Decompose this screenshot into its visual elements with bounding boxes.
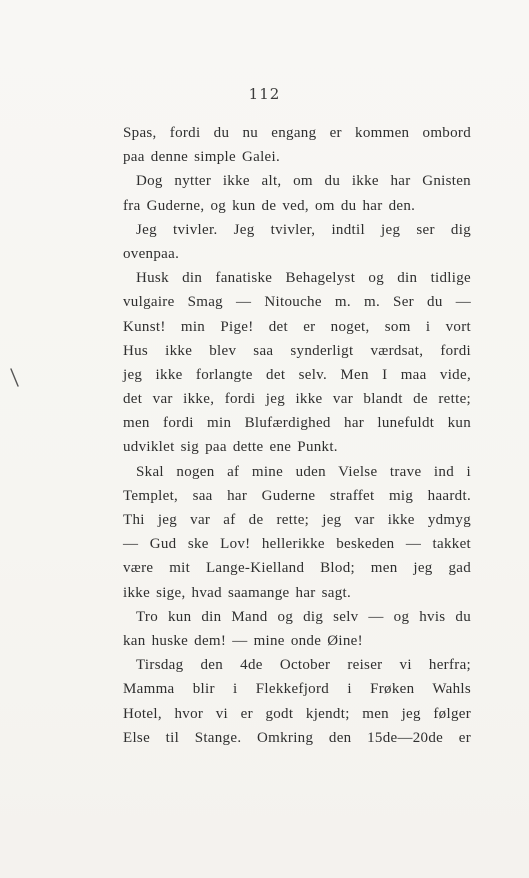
- page-number: 112: [248, 85, 281, 103]
- text-line: Tirsdag den 4de October reiser vi herfra;: [136, 657, 471, 674]
- text-line: Hotel, hvor vi er godt kjendt; men jeg følger: [123, 705, 471, 722]
- text-line: kan huske dem! — mine onde Øine!: [123, 632, 363, 649]
- text-line: Tro kun din Mand og dig selv — og hvis du: [136, 608, 471, 625]
- text-line: — Gud ske Lov! hellerikke beskeden — takket: [123, 536, 471, 553]
- text-line: Templet, saa har Guderne straffet mig haardt.: [123, 487, 471, 504]
- text-line: Jeg tvivler. Jeg tvivler, indtil jeg ser dig: [136, 221, 471, 238]
- text-line: Else til Stange. Omkring den 15de—20de er: [123, 729, 471, 746]
- text-line: udviklet sig paa dette ene Punkt.: [123, 439, 338, 456]
- text-line: Kunst! min Pige! det er noget, som i vort: [123, 318, 471, 335]
- text-line: vulgaire Smag — Nitouche m. m. Ser du —: [123, 294, 471, 311]
- text-line: men fordi min Blufærdighed har lunefuldt kun: [123, 415, 471, 432]
- text-line: ovenpaa.: [123, 245, 180, 262]
- text-line: Mamma blir i Flekkefjord i Frøken Wahls: [123, 681, 471, 698]
- text-line: Spas, fordi du nu engang er kommen ombord: [123, 125, 471, 141]
- text-line: Dog nytter ikke alt, om du ikke har Gnisten: [136, 173, 471, 190]
- text-line: Husk din fanatiske Behagelyst og din tidlige: [136, 270, 471, 287]
- text-line: det var ikke, fordi jeg ikke var blandt de rette;: [123, 391, 471, 408]
- text-line: være mit Lange-Kielland Blod; men jeg gad: [123, 560, 471, 577]
- text-line: paa denne simple Galei.: [123, 149, 281, 166]
- text-line: fra Guderne, og kun de ved, om du har den.: [123, 197, 416, 214]
- body-text: [123, 121, 471, 750]
- margin-pencil-mark: [10, 368, 20, 388]
- text-line: ikke sige, hvad saamange har sagt.: [123, 584, 352, 601]
- text-line: Hus ikke blev saa synderligt værdsat, fordi: [123, 342, 471, 359]
- text-line: Thi jeg var af de rette; jeg var ikke ydmyg: [123, 512, 471, 528]
- text-line: Skal nogen af mine uden Vielse trave ind i: [136, 463, 471, 480]
- text-line: jeg ikke forlangte det selv. Men I maa vide,: [123, 366, 471, 383]
